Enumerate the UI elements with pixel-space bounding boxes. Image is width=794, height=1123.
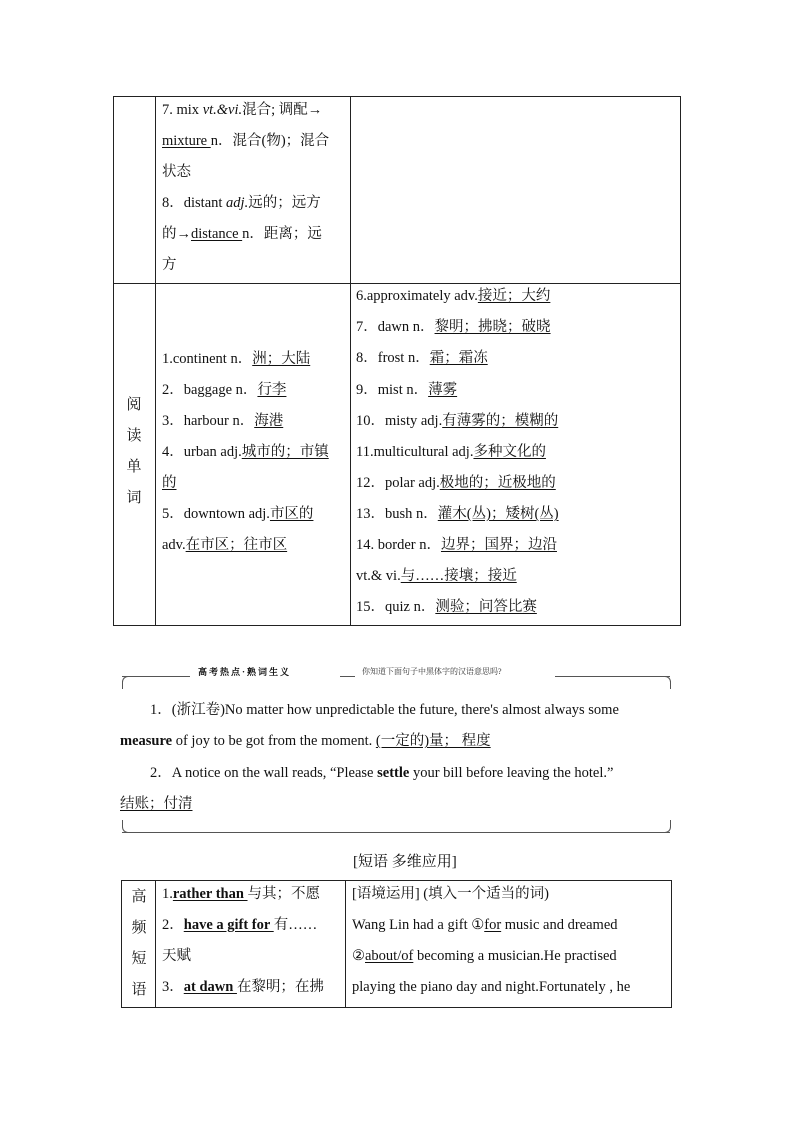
hot-title: 高考热点·熟词生义: [198, 667, 292, 677]
word-entry: 14. border n．边界；国界；边沿: [356, 537, 557, 553]
word-entry: 7. mix vt.&vi.混合; 调配→: [162, 102, 323, 118]
word-entry: 的→distance n．距离；远: [162, 226, 322, 242]
exercise-text: Wang Lin had a gift ①for music and dreamed: [352, 917, 618, 933]
table-divider: [350, 97, 351, 625]
phrase-entry: 1.rather than 与其；不愿: [162, 886, 321, 902]
question-1: 1．(浙江卷)No matter how unpredictable the future, there's almost always some: [150, 702, 619, 718]
blank-answer: for: [484, 917, 502, 933]
exercise-text: ②about/of becoming a musician.He practised: [352, 948, 617, 964]
table-divider: [155, 97, 156, 625]
frame-corner: [122, 676, 129, 689]
section-title: [短语 多维应用]: [353, 854, 457, 870]
word-entry: 5．downtown adj.市区的: [162, 506, 314, 522]
section-label: 阅 读 单 词: [126, 397, 142, 506]
word-entry: 15．quiz n．测验；问答比赛: [356, 599, 537, 615]
frame-corner: [122, 820, 129, 833]
word-entry: 3．harbour n．海港: [162, 413, 284, 429]
frame-corner: [664, 676, 671, 689]
word-entry: 11.multicultural adj.多种文化的: [356, 444, 546, 460]
word-entry: 7．dawn n．黎明；拂晓；破晓: [356, 319, 551, 335]
word-entry: 10．misty adj.有薄雾的；模糊的: [356, 413, 559, 429]
word-entry: adv.在市区；往市区: [162, 537, 288, 553]
word-entry: 13．bush n．灌木(丛)；矮树(丛): [356, 506, 559, 522]
word-entry: 4．urban adj.城市的；市镇: [162, 444, 329, 460]
answer: 结账；付清: [120, 796, 193, 812]
table-divider: [155, 881, 156, 1007]
hot-subtitle: 你知道下面句子中黑体字的汉语意思吗?: [362, 667, 502, 676]
word-entry: 1.continent n．洲；大陆: [162, 351, 311, 367]
word-entry: mixture n．混合(物)；混合: [162, 133, 330, 149]
word-entry: 方: [162, 257, 177, 273]
table-divider: [114, 283, 680, 284]
word-entry: 状态: [162, 164, 191, 180]
table-divider: [345, 881, 346, 1007]
phrase-entry: 2．have a gift for 有……: [162, 917, 318, 933]
word-entry: 2．baggage n．行李: [162, 382, 287, 398]
question-2: 2．A notice on the wall reads, “Please settle your bill before leaving the hotel.”: [150, 765, 614, 781]
word-entry: vt.& vi.与……接壤；接近: [356, 568, 517, 584]
phrase-entry: 3．at dawn 在黎明；在拂: [162, 979, 324, 995]
word-entry: 6.approximately adv.接近；大约: [356, 288, 551, 304]
phrase-entry: 天赋: [162, 948, 191, 964]
section-label: 高 频 短 语: [131, 889, 147, 998]
exercise-text: playing the piano day and night.Fortunately , he: [352, 979, 631, 995]
blank-answer: about/of: [365, 948, 414, 964]
word-entry: 8．distant adj.远的；远方: [162, 195, 321, 211]
frame-bottom: [122, 832, 670, 833]
answer: (一定的)量； 程度: [375, 733, 491, 749]
exercise-instruction: [语境运用] (填入一个适当的词): [352, 886, 549, 902]
word-entry: 8．frost n．霜；霜冻: [356, 350, 488, 366]
word-entry: 的: [162, 475, 177, 491]
word-entry: 12．polar adj.极地的；近极地的: [356, 475, 556, 491]
word-entry: 9．mist n．薄雾: [356, 382, 458, 398]
question-1-cont: measure of joy to be got from the moment. (一定的)量； 程度: [120, 733, 491, 749]
